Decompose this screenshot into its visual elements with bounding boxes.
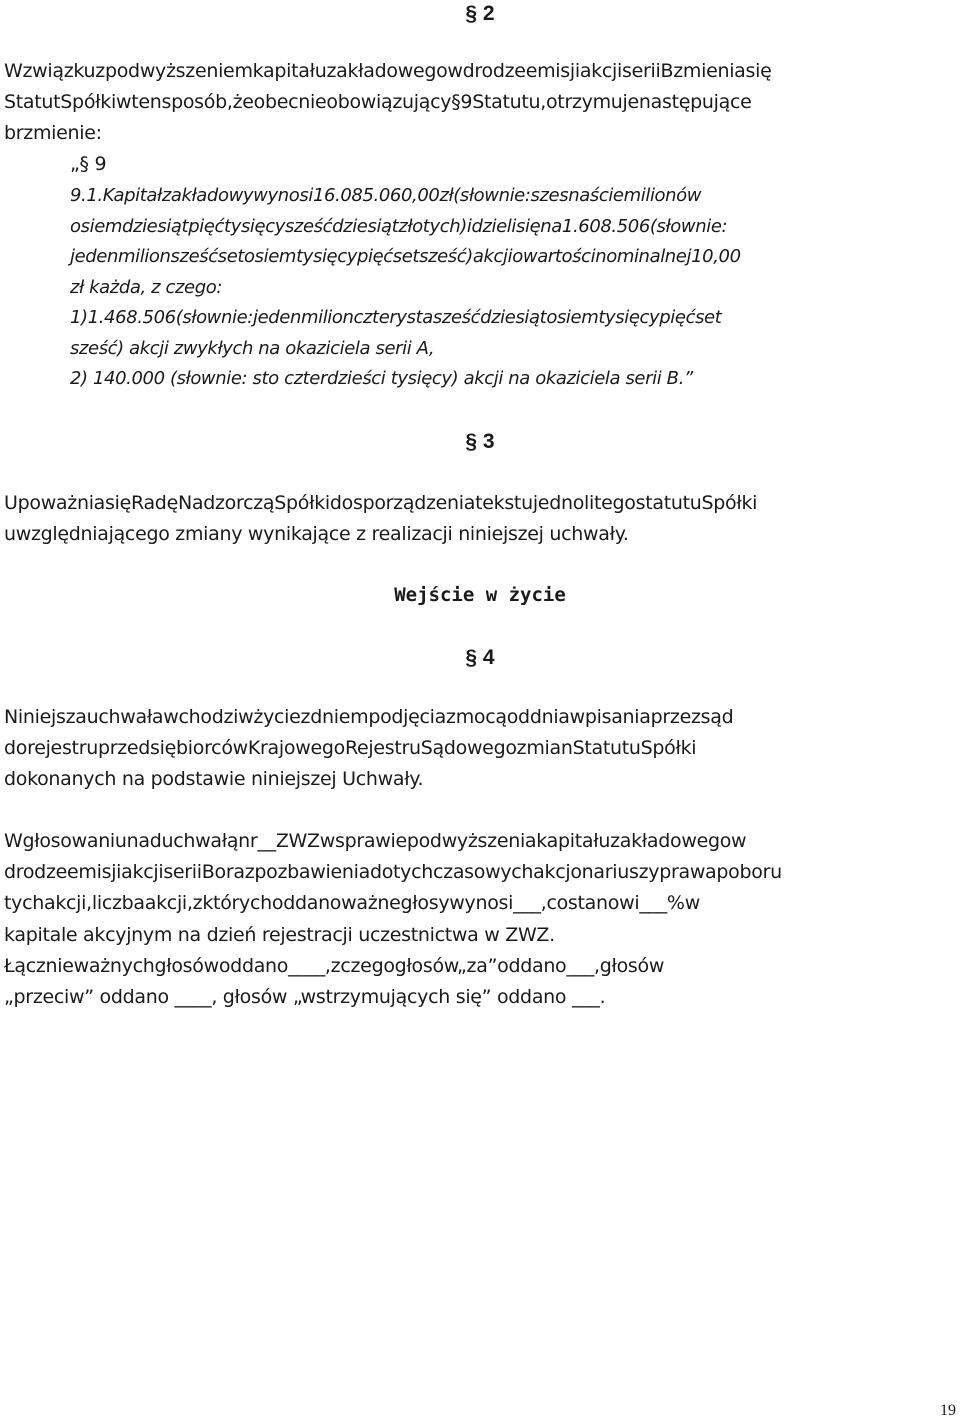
section-3-heading: § 3 — [465, 430, 495, 453]
text-line: 2) 140.000 (słownie: sto czterdzieści tysięcy) akcji na okaziciela serii B.” — [70, 368, 693, 389]
statute-paragraph-header: „§ 9 — [70, 153, 107, 175]
text-line: osiemdziesiątpięćtysięcysześćdziesiątzłotych)idzielisięna1.608.506(słownie: — [70, 215, 728, 237]
text-line: UpoważniasięRadęNadzorcząSpółkidosporządzeniatekstujednolitegostatutuSpółki — [4, 492, 758, 514]
text-line: drodzeemisjiakcjiseriiBorazpozbawieniadotychczasowychakcjonariuszyprawapoboru — [4, 861, 782, 884]
text-line: tychakcji,liczbaakcji,zktórychoddanoważnegłosywynosi___,costanowi___%w — [4, 892, 700, 915]
text-line: kapitale akcyjnym na dzień rejestracji uczestnictwa w ZWZ. — [4, 923, 555, 946]
text-line: StatutSpółkiwtensposób,żeobecnieobowiązujący§9Statutu,otrzymujenastępujące — [4, 91, 752, 114]
text-line: uwzględniającego zmiany wynikające z realizacji niniejszej uchwały. — [4, 523, 629, 546]
section-4-heading: § 4 — [465, 646, 495, 669]
text-line: 1)1.468.506(słownie:jedenmilionczterystasześćdziesiątosiemtysięcypięćset — [70, 307, 722, 328]
voting-paragraph — [4, 826, 956, 1013]
text-line: 9.1.Kapitałzakładowywynosi16.085.060,00zł(słownie:szesnaściemilionów — [70, 185, 702, 206]
effective-date-paragraph — [4, 702, 956, 796]
text-line: Wgłosowaniunaduchwałąnr__ZWZwsprawiepodwyższeniakapitałuzakładowegow — [4, 830, 747, 852]
text-line: „przeciw” oddano ____, głosów „wstrzymujących się” oddano ___. — [4, 986, 606, 1009]
text-line: zł każda, z czego: — [70, 276, 223, 298]
text-line: Niniejszauchwaławchodziwżyciezdniempodjęciazmocąoddniawpisaniaprzezsąd — [4, 706, 734, 728]
page-number: 19 — [940, 1402, 956, 1419]
amendment-intro-paragraph — [4, 56, 956, 150]
statute-text — [4, 181, 956, 395]
text-line: dorejestruprzedsiębiorcówKrajowegoRejestruSądowegozmianStatutuSpółki — [4, 737, 697, 760]
section-2-heading: § 2 — [465, 2, 495, 25]
text-line: sześć) akcji zwykłych na okaziciela serii A, — [70, 337, 435, 359]
effective-date-heading: Wejście w życie — [394, 584, 566, 606]
text-line: dokonanych na podstawie niniejszej Uchwały. — [4, 768, 424, 791]
text-line: jedenmilionsześćsetosiemtysięcypięćsetsześć)akcjiowartościnominalnej10,00 — [70, 246, 741, 267]
text-line: brzmienie: — [4, 122, 102, 145]
text-line: WzwiązkuzpodwyższeniemkapitałuzakładowegowdrodzeemisjiakcjiseriiBzmieniasię — [4, 60, 772, 82]
text-line: Łącznieważnychgłosówoddano____,zczegogłosów„za”oddano___,głosów — [4, 954, 665, 977]
authorization-paragraph — [4, 488, 956, 550]
